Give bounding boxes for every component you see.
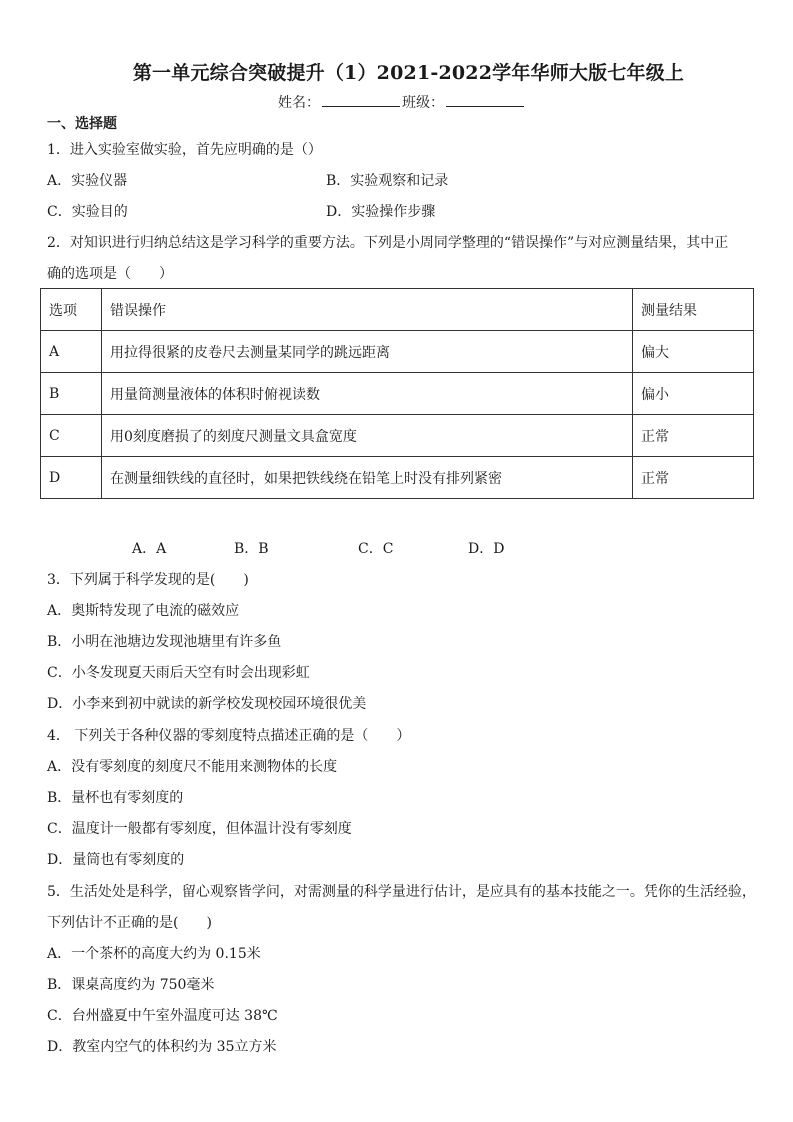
- q5-stem-line2: 下列估计不正确的是( ): [47, 915, 212, 931]
- table-cell: 用拉得很紧的皮卷尺去测量某同学的跳远距离: [102, 331, 633, 373]
- q1-option-d: D．实验操作步骤: [326, 204, 436, 220]
- table-row: [41, 457, 754, 499]
- table-row: [41, 415, 754, 457]
- q2-option-b: B．B: [234, 541, 269, 557]
- table-cell: 偏大: [633, 331, 754, 373]
- q2-option-c: C．C: [358, 541, 394, 557]
- table-cell: C: [41, 415, 102, 457]
- q3-option-a: A．奥斯特发现了电流的磁效应: [47, 603, 240, 619]
- q3-option-c: C．小冬发现夏天雨后天空有时会出现彩虹: [47, 665, 310, 681]
- table-header-cell: 选项: [41, 289, 102, 331]
- q4-option-a: A．没有零刻度的刻度尺不能用来测物体的长度: [47, 759, 338, 775]
- table-cell: A: [41, 331, 102, 373]
- table-cell: 用量筒测量液体的体积时俯视读数: [102, 373, 633, 415]
- name-blank: [322, 93, 400, 107]
- table-cell: 用0刻度磨损了的刻度尺测量文具盒宽度: [102, 415, 633, 457]
- section-heading: 一、选择题: [47, 116, 117, 132]
- q3-option-d: D．小李来到初中就读的新学校发现校园环境很优美: [47, 696, 367, 712]
- class-blank: [446, 93, 524, 107]
- q1-option-c: C．实验目的: [47, 204, 128, 220]
- table-header-cell: 错误操作: [102, 289, 633, 331]
- q1-option-a: A．实验仪器: [47, 173, 128, 189]
- q2-stem-line2: 确的选项是（ ）: [47, 266, 173, 282]
- class-label: 班级：: [402, 95, 444, 111]
- q4-stem: 4． 下列关于各种仪器的零刻度特点描述正确的是（ ）: [47, 728, 411, 744]
- q2-stem-line1: 2．对知识进行归纳总结这是学习科学的重要方法。下列是小周同学整理的“错误操作”与对应测量结果，其中正: [47, 235, 729, 251]
- table-cell: 正常: [633, 415, 754, 457]
- q3-option-b: B．小明在池塘边发现池塘里有许多鱼: [47, 634, 282, 650]
- table-cell: 在测量细铁线的直径时，如果把铁线绕在铅笔上时没有排列紧密: [102, 457, 633, 499]
- table-row: [41, 373, 754, 415]
- q5-option-c: C．台州盛夏中午室外温度可达 38℃: [47, 1008, 278, 1024]
- q4-option-d: D．量筒也有零刻度的: [47, 852, 185, 868]
- table-row: [41, 331, 754, 373]
- table-header-cell: 测量结果: [633, 289, 754, 331]
- table-cell: D: [41, 457, 102, 499]
- q1-option-b: B．实验观察和记录: [326, 173, 449, 189]
- table-cell: 正常: [633, 457, 754, 499]
- q2-option-d: D．D: [468, 541, 505, 557]
- student-info-line: [278, 92, 526, 112]
- table-cell: 偏小: [633, 373, 754, 415]
- table-header-row: [41, 289, 754, 331]
- page-title: 第一单元综合突破提升（1）2021-2022学年华师大版七年级上: [132, 62, 685, 84]
- q2-option-a: A．A: [132, 541, 167, 557]
- q5-option-d: D．教室内空气的体积约为 35立方米: [47, 1039, 277, 1055]
- q4-option-b: B．量杯也有零刻度的: [47, 790, 184, 806]
- q4-option-c: C．温度计一般都有零刻度，但体温计没有零刻度: [47, 821, 352, 837]
- q3-stem: 3．下列属于科学发现的是( ): [47, 572, 249, 588]
- q5-stem-line1: 5．生活处处是科学，留心观察皆学问，对需测量的科学量进行估计，是应具有的基本技能之一。凭你的生活经验，: [47, 884, 756, 900]
- q1-stem: 1．进入实验室做实验，首先应明确的是（）: [47, 142, 322, 158]
- q5-option-b: B．课桌高度约为 750毫米: [47, 977, 215, 993]
- q5-option-a: A．一个茶杯的高度大约为 0.15米: [47, 946, 261, 962]
- q2-table: [40, 288, 754, 499]
- name-label: 姓名：: [278, 95, 320, 111]
- table-cell: B: [41, 373, 102, 415]
